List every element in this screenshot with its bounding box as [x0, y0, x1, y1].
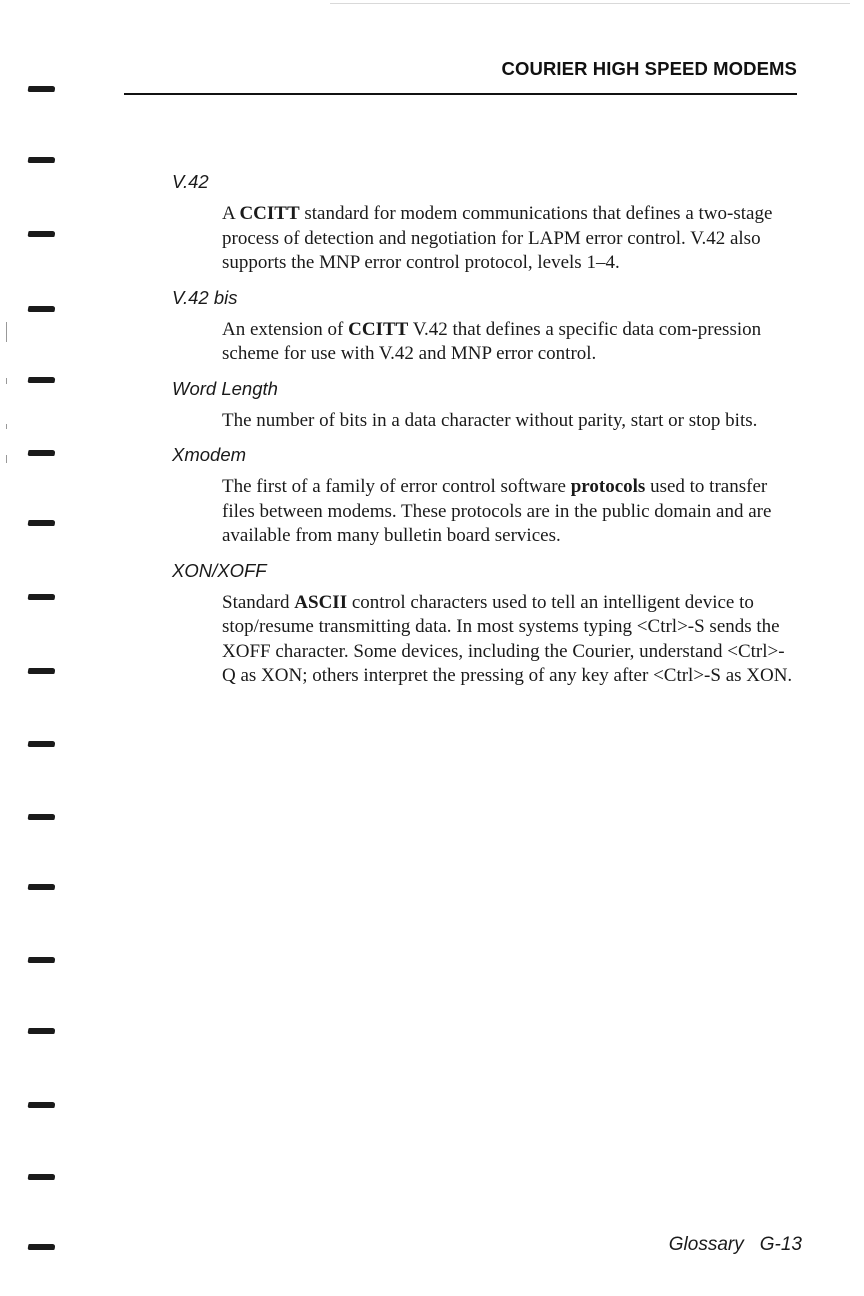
definition-bold-term: protocols	[570, 476, 646, 497]
definition-text: standard for modem communications that defines a two-stage process of detection and negotiation for LAPM error control. V.42 also supports the MNP error control protocol, levels 1–4.	[222, 203, 773, 273]
binding-hole	[27, 741, 55, 747]
binding-hole	[27, 957, 55, 963]
binding-hole	[27, 668, 55, 674]
footer-section: Glossary	[668, 1234, 744, 1255]
binding-hole	[27, 1244, 55, 1250]
page-header	[124, 56, 797, 98]
glossary-definition	[222, 318, 797, 367]
binding-hole	[27, 1102, 55, 1108]
binding-hole	[27, 157, 55, 163]
binding-hole	[27, 1028, 55, 1034]
glossary-term: XON/XOFF	[172, 559, 267, 581]
binding-hole	[27, 884, 55, 890]
footer-page-number: G-13	[759, 1234, 802, 1255]
scan-artifact	[6, 424, 7, 429]
binding-hole	[27, 450, 55, 456]
definition-bold-term: CCITT	[348, 318, 409, 340]
page-footer	[669, 1234, 802, 1256]
binding-hole	[27, 86, 55, 92]
definition-text: control characters used to tell an intelligent device to stop/resume transmitting data. In most systems typing <Ctrl>-S sends the XOFF character. Some devices, including the Courier, understand <Ctrl>-Q as XON; others interpret the pressing of any key after <Ctrl>-S as XON.	[222, 591, 793, 686]
definition-text: An extension of	[222, 318, 349, 340]
glossary-term: Word Length	[172, 377, 278, 399]
binding-hole	[27, 231, 55, 237]
binding-hole	[27, 594, 55, 600]
glossary-entries	[172, 170, 802, 699]
definition-text: Standard	[222, 591, 295, 613]
binding-hole	[27, 814, 55, 820]
glossary-term: V.42	[172, 171, 209, 192]
binding-hole	[27, 520, 55, 526]
header-title: COURIER HIGH SPEED MODEMS	[501, 58, 797, 79]
scan-artifact	[6, 455, 7, 463]
glossary-definition	[222, 591, 797, 689]
binding-hole	[27, 377, 55, 383]
scan-edge-line	[330, 3, 850, 4]
definition-text: The first of a family of error control software	[222, 476, 571, 497]
binding-hole	[27, 306, 55, 312]
glossary-definition	[222, 409, 797, 434]
scan-artifact	[6, 378, 7, 384]
header-rule	[124, 93, 797, 95]
glossary-definition	[222, 202, 797, 276]
definition-bold-term: CCITT	[239, 203, 300, 224]
definition-bold-term: ASCII	[294, 591, 348, 613]
glossary-definition	[222, 475, 797, 549]
definition-text: The number of bits in a data character without parity, start or stop bits.	[222, 409, 758, 431]
binding-holes	[28, 0, 68, 1296]
scan-artifact	[6, 322, 7, 342]
binding-hole	[27, 1174, 55, 1180]
definition-text: V.42 that defines a specific data com-pression scheme for use with V.42 and MNP error control.	[222, 318, 762, 364]
glossary-term: V.42 bis	[172, 286, 238, 308]
definition-text: used to transfer files between modems. These protocols are in the public domain and are available from many bulletin board services.	[222, 476, 772, 546]
glossary-term: Xmodem	[172, 444, 247, 465]
definition-text: A	[222, 203, 240, 224]
